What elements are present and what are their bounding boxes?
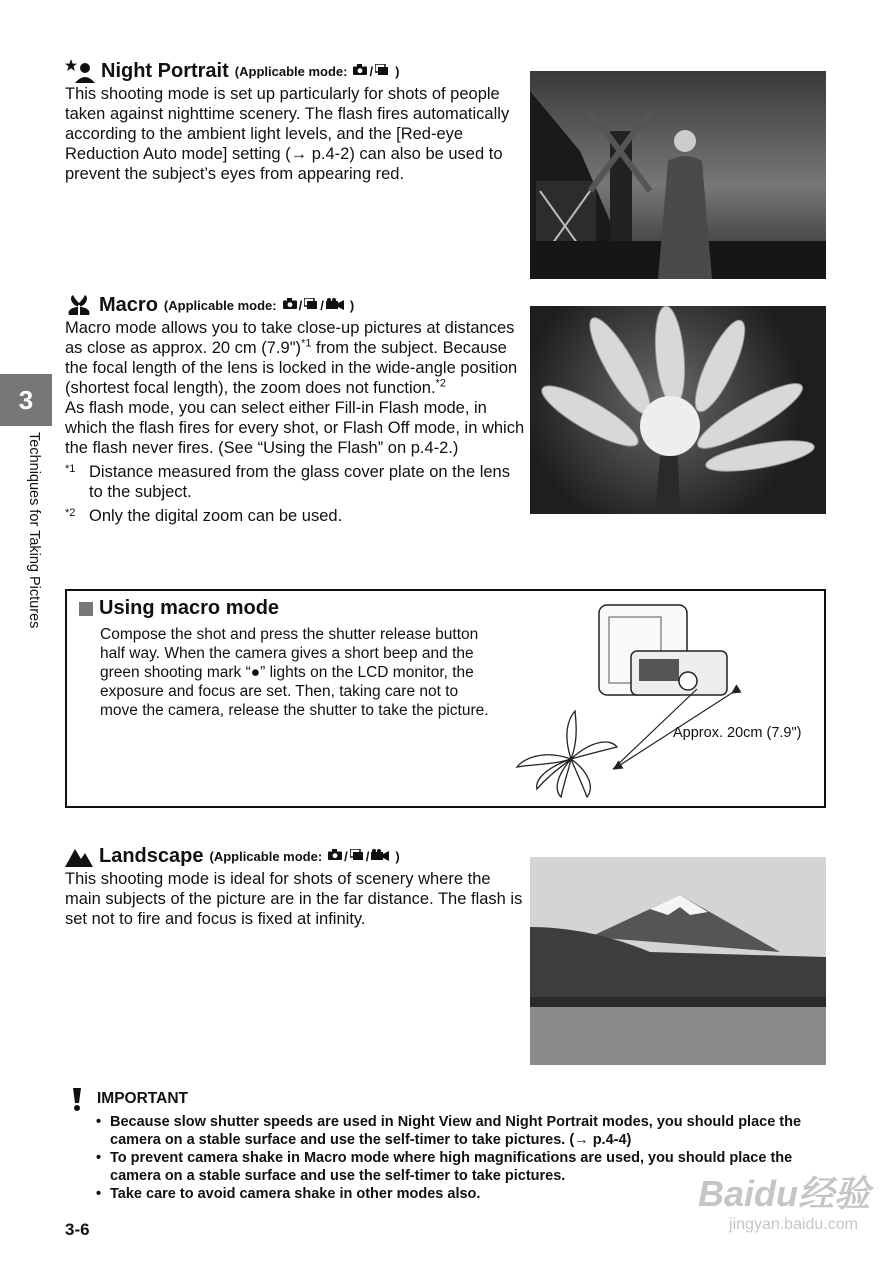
square-bullet-icon xyxy=(79,602,93,616)
lily-flower-icon xyxy=(517,711,617,797)
movie-frames-mode-icon xyxy=(304,298,318,310)
macro-paragraph-1a: Macro mode allows you to take close-up pictures at distances as close as approx. 20 cm (7.9") xyxy=(65,319,515,357)
night-portrait-title: Night Portrait xyxy=(101,59,229,82)
macro-box-title: Using macro mode xyxy=(99,597,280,619)
macro-footnote-2 xyxy=(65,506,527,526)
chapter-tab xyxy=(0,374,52,426)
macro-paragraph-2: As flash mode, you can select either Fill-in Flash mode, in which the flash fires for every shot, or Flash Off mode, in which the flash never fires. (See “Using the Flash” on p.4-2.) xyxy=(65,399,525,457)
macro-flower-illustration xyxy=(530,306,826,514)
night-portrait-mode-close: ) xyxy=(395,63,400,79)
macro-paragraph-1b: from the subject. Because the focal length of the lens is locked in the wide-angle position (shortest focal length), the zoom does not function. xyxy=(65,339,518,397)
footnote-1-text: Distance measured from the glass cover plate on the lens to the subject. xyxy=(89,463,510,501)
important-title: IMPORTANT xyxy=(97,1090,188,1107)
footnote-1-mark: *1 xyxy=(65,463,76,475)
landscape-mountain-icon xyxy=(65,845,93,867)
landscape-photo xyxy=(530,857,826,1065)
important-icon xyxy=(70,1088,90,1112)
camera-mode-icon xyxy=(283,298,297,309)
movie-frames-mode-icon xyxy=(350,849,364,861)
night-portrait-illustration xyxy=(530,71,826,279)
video-mode-icon xyxy=(326,298,344,310)
page-number: 3-6 xyxy=(65,1220,90,1239)
mode-icons: / xyxy=(353,64,389,79)
mode-icons: / / xyxy=(328,849,389,864)
footnote-ref-1: *1 xyxy=(301,337,312,350)
macro-distance-diagram xyxy=(513,599,823,804)
night-portrait-mode-label: (Applicable mode: xyxy=(234,63,348,79)
landscape-mode-label: (Applicable mode: xyxy=(209,848,323,864)
footnote-2-mark: *2 xyxy=(65,507,76,519)
watermark-url: jingyan.baidu.com xyxy=(729,1216,858,1233)
chapter-label: Techniques for Taking Pictures xyxy=(26,432,42,629)
footnote-2-text: Only the digital zoom can be used. xyxy=(89,507,343,525)
night-portrait-photo xyxy=(530,71,826,279)
macro-box-header xyxy=(79,597,279,620)
video-mode-icon xyxy=(371,849,389,861)
movie-frames-mode-icon xyxy=(375,64,389,76)
macro-mode-box xyxy=(65,589,826,808)
mode-icons: / / xyxy=(283,298,344,313)
macro-section xyxy=(65,292,527,526)
important-item: • To prevent camera shake in Macro mode where high magnifications are used, you should place the camera on a stable surface and use the self-timer to take pictures. xyxy=(96,1149,826,1185)
macro-mode-label: (Applicable mode: xyxy=(163,297,277,313)
macro-flower-icon xyxy=(65,293,93,317)
landscape-illustration xyxy=(530,857,826,1065)
landscape-title: Landscape xyxy=(99,844,204,867)
macro-paragraph-1 xyxy=(65,318,527,398)
macro-box-body: Compose the shot and press the shutter release button half way. When the camera gives a short beep and the green shooting mark “●” lights on the LCD monitor, the exposure and focus are set. Then, taking care not to move the camera, release the shutter to take the picture. xyxy=(100,626,489,719)
night-portrait-section xyxy=(65,58,525,184)
camera-mode-icon xyxy=(328,849,342,860)
macro-mode-close: ) xyxy=(349,297,355,313)
landscape-mode-close: ) xyxy=(395,848,400,864)
night-portrait-body: This shooting mode is set up particularly for shots of people taken against nighttime scenery. The flash fires automatically according to the ambient light levels, and the [Red-eye Reduction Auto mode] setting (→ p.4-2) can also be used to prevent the subject’s eyes from appearing red. xyxy=(65,85,510,183)
landscape-section xyxy=(65,843,525,929)
footnote-ref-2: *2 xyxy=(435,377,446,390)
important-item: • Take care to avoid camera shake in other modes also. xyxy=(96,1185,826,1203)
night-portrait-icon xyxy=(65,59,95,83)
landscape-body: This shooting mode is ideal for shots of scenery where the main subjects of the picture are in the far distance. The flash is set not to fire and focus is fixed at infinity. xyxy=(65,870,523,928)
macro-footnote-1 xyxy=(65,462,527,502)
watermark-logo: Baidu经验 xyxy=(697,1173,870,1214)
macro-distance-label: Approx. 20cm (7.9") xyxy=(673,725,802,741)
chapter-number: 3 xyxy=(18,384,34,415)
macro-title: Macro xyxy=(99,293,158,316)
macro-flower-photo xyxy=(530,306,826,514)
camera-mode-icon xyxy=(353,64,367,75)
important-item: • Because slow shutter speeds are used in Night View and Night Portrait modes, you should place the camera on a stable surface and use the self-timer to take pictures. (→ p.4-4) xyxy=(96,1113,826,1149)
